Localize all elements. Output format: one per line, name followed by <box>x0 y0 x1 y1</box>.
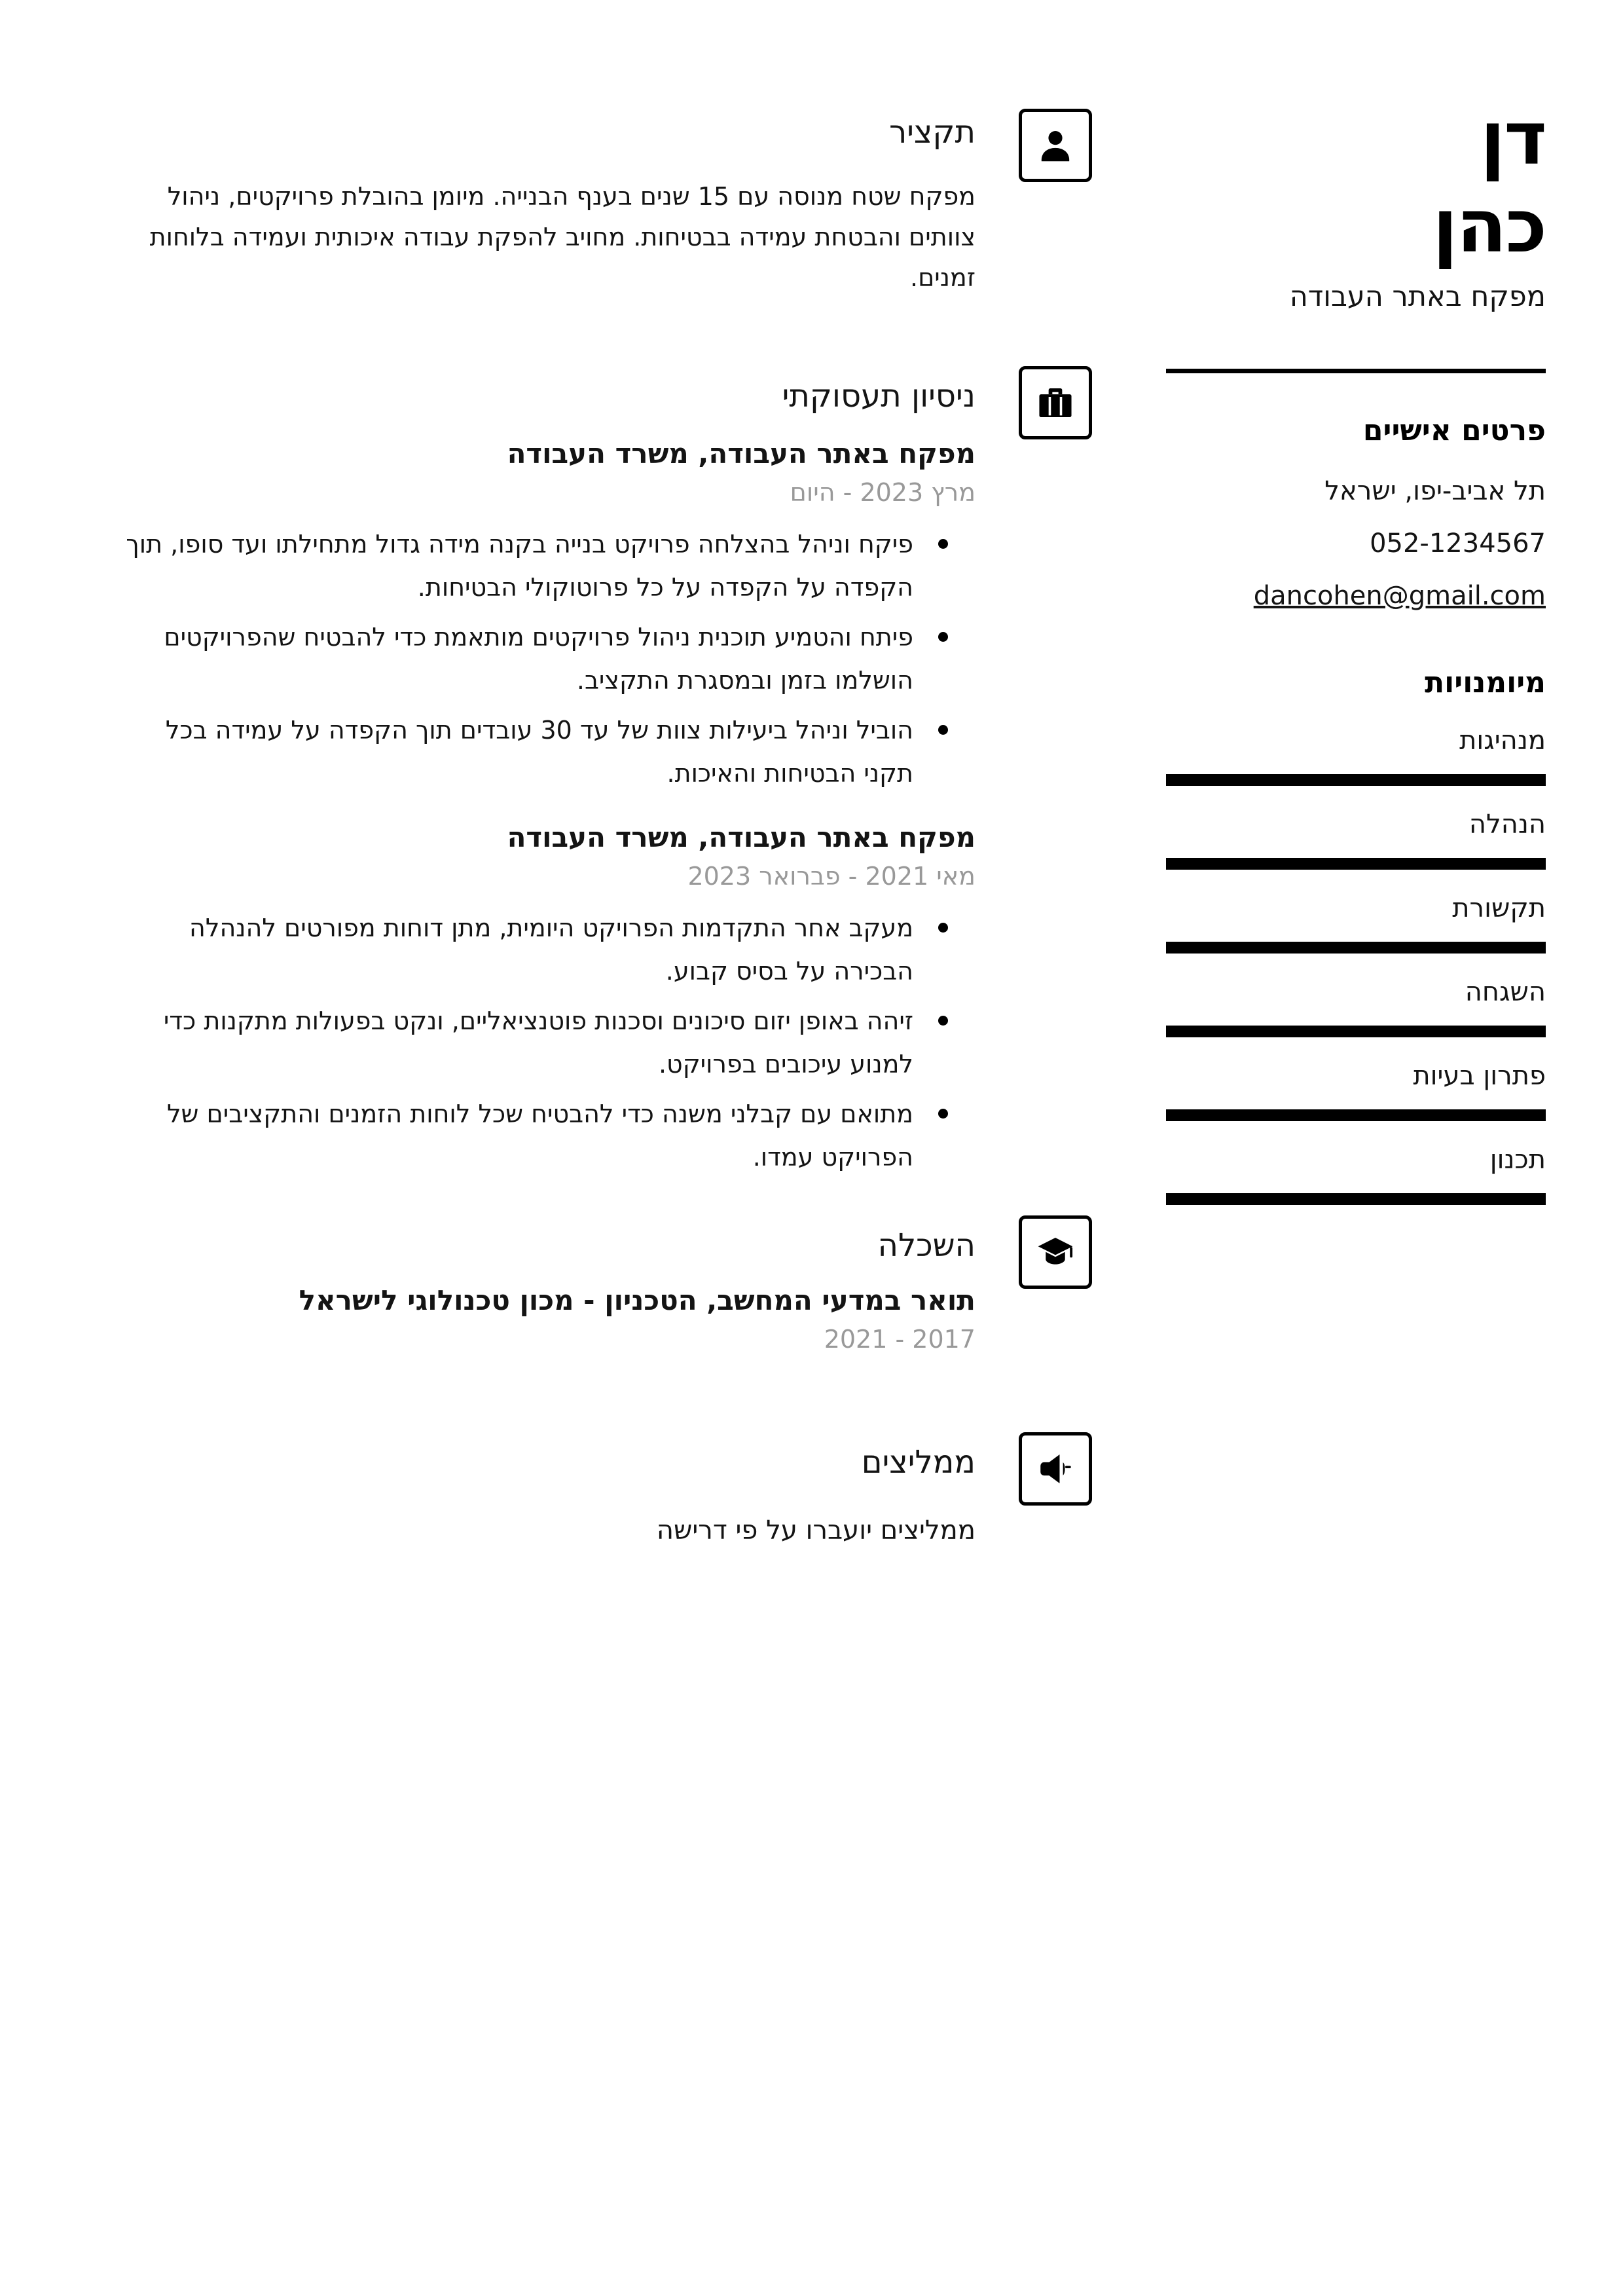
job-title: מפקח באתר העבודה, משרד העבודה <box>507 437 976 470</box>
personal-details-header: פרטים אישיים <box>1362 413 1546 447</box>
references-text: ממליצים יועברו על פי דרישה <box>656 1515 976 1546</box>
references-header: ממליצים <box>861 1444 976 1481</box>
skill-bar <box>1166 1193 1546 1205</box>
sidebar <box>1166 95 1546 1226</box>
section-references <box>124 1441 976 1548</box>
skill-item-management <box>1166 807 1546 870</box>
experience-header: ניסיון תעסוקתי <box>782 378 976 415</box>
skill-label: תקשורת <box>1452 893 1546 923</box>
job-bullet: פיקח וניהל בהצלחה פרויקט בנייה בקנה מידה גדול מתחילתו ועד סופו, תוך הקפדה על הקפדה על כל פרוטוקולי הבטיחות. <box>124 523 976 609</box>
job-bullet: מתואם עם קבלני משנה כדי להבטיח שכל לוחות הזמנים והתקציבים של הפרויקט עמדו. <box>124 1092 976 1179</box>
job-entry-1 <box>124 435 976 795</box>
person-icon <box>1019 109 1092 182</box>
education-date: 2017 - 2021 <box>824 1325 976 1354</box>
skill-label: הנהלה <box>1468 809 1546 840</box>
section-summary <box>124 111 976 298</box>
skill-bar <box>1166 942 1546 954</box>
main-column <box>124 0 976 1548</box>
summary-header: תקציר <box>889 114 976 151</box>
skill-bar <box>1166 1109 1546 1121</box>
section-education <box>124 1225 976 1356</box>
skill-item-planning <box>1166 1142 1546 1205</box>
section-experience <box>124 375 976 1179</box>
job-bullet: הוביל וניהל ביעילות צוות של עד 30 עובדים תוך הקפדה על עמידה בכל תקני הבטיחות והאיכות. <box>124 709 976 795</box>
skills-list <box>1166 723 1546 1205</box>
skills-header: מיומנויות <box>1425 665 1546 699</box>
contact-email <box>1166 578 1546 614</box>
briefcase-icon <box>1019 366 1092 439</box>
job-date: מאי 2021 - פברואר 2023 <box>687 862 976 891</box>
education-degree: תואר במדעי המחשב, הטכניון - מכון טכנולוגי לישראל <box>299 1284 976 1316</box>
person-name-line1: דן <box>1480 96 1546 181</box>
skill-label: מנהיגות <box>1459 725 1546 756</box>
skill-item-leadership <box>1166 723 1546 786</box>
skill-item-problem-solving <box>1166 1058 1546 1121</box>
briefcase-icon-glyph <box>1035 382 1076 423</box>
skill-item-communication <box>1166 891 1546 954</box>
skill-bar <box>1166 858 1546 870</box>
person-name-line2: כהן <box>1432 184 1546 270</box>
education-header: השכלה <box>877 1227 976 1264</box>
sidebar-divider <box>1166 369 1546 373</box>
job-date: מרץ 2023 - היום <box>790 478 976 507</box>
skill-bar <box>1166 774 1546 786</box>
contact-block <box>1166 473 1546 614</box>
job-bullet: פיתח והטמיע תוכנית ניהול פרויקטים מותאמת כדי להבטיח שהפרויקטים הושלמו בזמן ובמסגרת התקציב. <box>124 616 976 702</box>
graduation-cap-icon <box>1019 1215 1092 1289</box>
job-entry-2 <box>124 819 976 1179</box>
megaphone-icon-glyph <box>1035 1449 1076 1489</box>
job-bullet-list <box>124 523 976 795</box>
contact-phone: 052-1234567 <box>1370 528 1546 559</box>
email-link[interactable]: dancohen@gmail.com <box>1253 580 1546 611</box>
skill-label: תכנון <box>1489 1144 1546 1175</box>
contact-location: תל אביב-יפו, ישראל <box>1324 475 1546 506</box>
skill-label: פתרון בעיות <box>1413 1060 1546 1091</box>
person-name <box>1166 95 1546 271</box>
person-job-title: מפקח באתר העבודה <box>1289 280 1546 313</box>
summary-text: מפקח שטח מנוסה עם 15 שנים בענף הבנייה. מיומן בהובלת פרויקטים, ניהול צוותים והבטחת עמידה בבטיחות. מחויב להפקת עבודה איכותית ועמידה בלוחות זמנים. <box>149 182 976 292</box>
skill-label: השגחה <box>1465 976 1546 1007</box>
job-title: מפקח באתר העבודה, משרד העבודה <box>507 821 976 853</box>
skill-bar <box>1166 1026 1546 1037</box>
job-bullet: זיהה באופן יזום סיכונים וסכנות פוטנציאליים, ונקט בפעולות מתקנות כדי למנוע עיכובים בפרויקט. <box>124 999 976 1086</box>
person-icon-glyph <box>1035 125 1076 166</box>
job-bullet: מעקב אחר התקדמות הפרויקט היומית, מתן דוחות מפורטים להנהלה הבכירה על בסיס קבוע. <box>124 906 976 993</box>
megaphone-icon <box>1019 1432 1092 1506</box>
skill-item-supervision <box>1166 974 1546 1037</box>
job-bullet-list <box>124 906 976 1179</box>
graduation-cap-icon-glyph <box>1035 1232 1076 1272</box>
